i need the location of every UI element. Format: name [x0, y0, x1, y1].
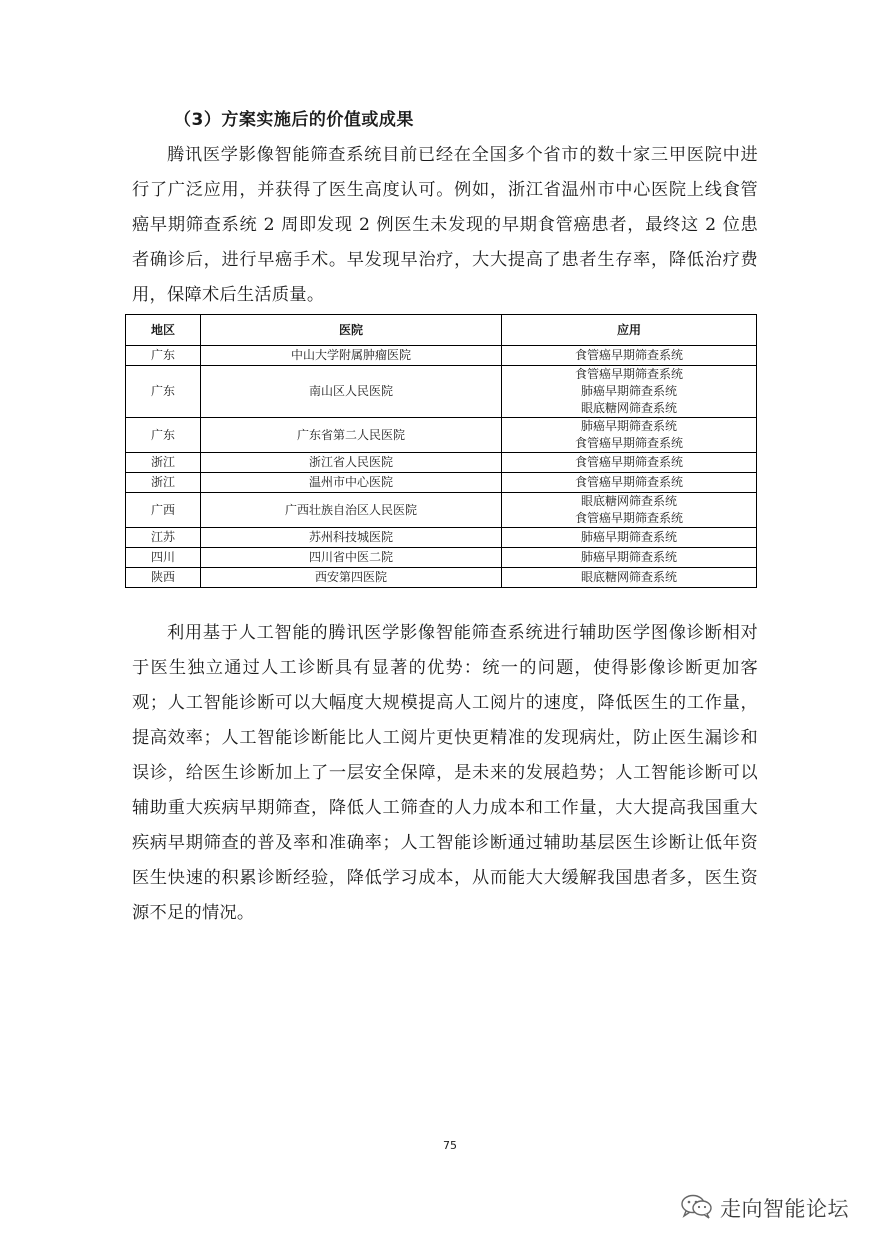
watermark-text: 走向智能论坛 — [720, 1197, 849, 1221]
application-item: 食管癌早期筛查系统 — [574, 455, 683, 469]
page-number: 75 — [443, 1139, 457, 1152]
region-cell: 陕西 — [126, 568, 201, 588]
table-row — [126, 418, 757, 453]
application-cell — [502, 453, 757, 473]
application-item: 食管癌早期筛查系统 — [574, 348, 683, 362]
hospital-table — [125, 314, 757, 588]
application-item: 眼底糖网筛查系统 — [580, 570, 677, 584]
application-item: 肺癌早期筛查系统 — [580, 384, 677, 398]
hospital-cell: 南山区人民医院 — [201, 366, 502, 418]
region-cell: 广东 — [126, 418, 201, 453]
hospital-cell: 浙江省人民医院 — [201, 453, 502, 473]
intro-paragraph: 腾讯医学影像智能筛查系统目前已经在全国多个省市的数十家三甲医院中进行了广泛应用，并获得了医生高度认可。例如，浙江省温州市中心医院上线食管癌早期筛查系统 2 周即发现 2 例医生未发现的早期食管癌患者，最终这 2 位患者确诊后，进行早癌手术。早发现早治疗，大大提高了患者生存率，降低治疗费用，保障术后生活质量。 — [132, 145, 758, 305]
application-item: 肺癌早期筛查系统 — [580, 550, 677, 564]
hospital-cell: 四川省中医二院 — [201, 548, 502, 568]
application-item: 肺癌早期筛查系统 — [580, 530, 677, 544]
table-row — [126, 346, 757, 366]
column-header-region: 地区 — [126, 315, 201, 346]
application-item: 食管癌早期筛查系统 — [574, 436, 683, 450]
application-cell — [502, 528, 757, 548]
wechat-icon — [680, 1193, 714, 1223]
table-row — [126, 453, 757, 473]
region-cell: 四川 — [126, 548, 201, 568]
application-cell — [502, 493, 757, 528]
hospital-cell: 西安第四医院 — [201, 568, 502, 588]
table-row — [126, 548, 757, 568]
hospital-cell: 广西壮族自治区人民医院 — [201, 493, 502, 528]
column-header-application: 应用 — [502, 315, 757, 346]
application-item: 眼底糖网筛查系统 — [580, 494, 677, 508]
table-row — [126, 528, 757, 548]
application-item: 食管癌早期筛查系统 — [574, 475, 683, 489]
watermark — [680, 1193, 849, 1223]
section-heading: （3）方案实施后的价值或成果 — [174, 110, 414, 130]
hospital-cell: 温州市中心医院 — [201, 473, 502, 493]
column-header-hospital: 医院 — [201, 315, 502, 346]
table-row — [126, 473, 757, 493]
region-cell: 广东 — [126, 346, 201, 366]
application-cell — [502, 548, 757, 568]
application-item: 食管癌早期筛查系统 — [574, 511, 683, 525]
table-row — [126, 568, 757, 588]
region-cell: 广西 — [126, 493, 201, 528]
application-item: 食管癌早期筛查系统 — [574, 367, 683, 381]
hospital-cell: 广东省第二人民医院 — [201, 418, 502, 453]
table-row — [126, 366, 757, 418]
table-row — [126, 493, 757, 528]
application-cell — [502, 473, 757, 493]
hospital-cell: 苏州科技城医院 — [201, 528, 502, 548]
region-cell: 江苏 — [126, 528, 201, 548]
advantages-paragraph: 利用基于人工智能的腾讯医学影像智能筛查系统进行辅助医学图像诊断相对于医生独立通过人工诊断具有显著的优势：统一的问题，使得影像诊断更加客观；人工智能诊断可以大幅度大规模提高人工阅片的速度，降低医生的工作量，提高效率；人工智能诊断能比人工阅片更快更精准的发现病灶，防止医生漏诊和误诊，给医生诊断加上了一层安全保障，是未来的发展趋势；人工智能诊断可以辅助重大疾病早期筛查，降低人工筛查的人力成本和工作量，大大提高我国重大疾病早期筛查的普及率和准确率；人工智能诊断通过辅助基层医生诊断让低年资医生快速的积累诊断经验，降低学习成本，从而能大大缓解我国患者多，医生资源不足的情况。 — [132, 623, 758, 923]
table-header-row — [126, 315, 757, 346]
hospital-cell: 中山大学附属肿瘤医院 — [201, 346, 502, 366]
region-cell: 浙江 — [126, 473, 201, 493]
application-cell — [502, 418, 757, 453]
application-cell — [502, 568, 757, 588]
region-cell: 广东 — [126, 366, 201, 418]
application-cell — [502, 366, 757, 418]
table-body — [126, 346, 757, 588]
application-item: 眼底糖网筛查系统 — [580, 401, 677, 415]
application-item: 肺癌早期筛查系统 — [580, 419, 677, 433]
application-cell — [502, 346, 757, 366]
region-cell: 浙江 — [126, 453, 201, 473]
